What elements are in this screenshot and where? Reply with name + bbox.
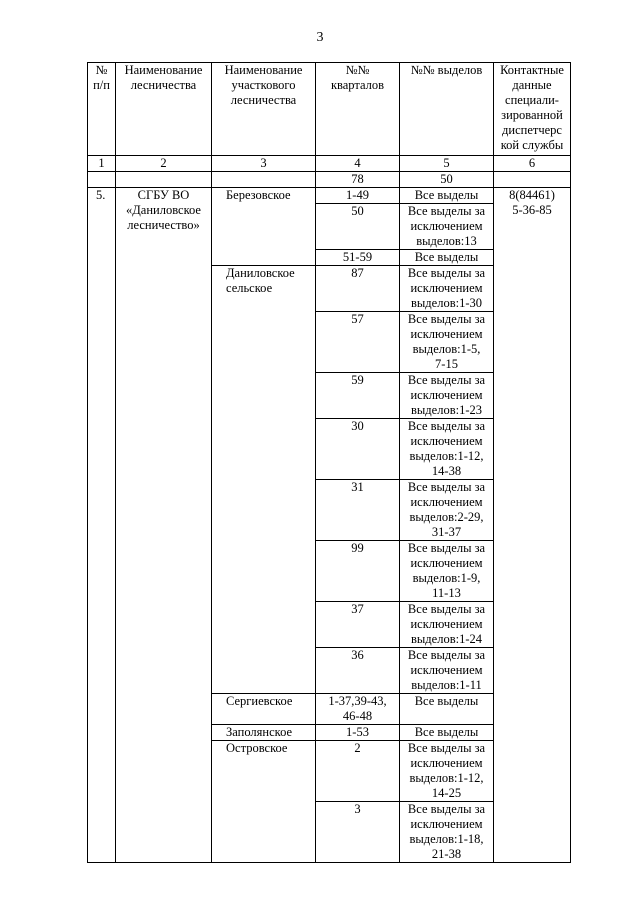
plots-cell: 50 (400, 172, 494, 188)
header-district: Наименование участкового лесничества (212, 63, 316, 156)
quarter-cell: 1-37,39-43, 46-48 (316, 694, 400, 725)
forestry-name: СГБУ ВО «Даниловское лесничество» (116, 188, 212, 863)
plots-cell: Все выделы за исключением выделов:1-5, 7-15 (400, 312, 494, 373)
plots-cell: Все выделы за исключением выделов:2-29, 31-37 (400, 480, 494, 541)
district-name: Заполянское (212, 725, 316, 741)
header-row (88, 63, 571, 156)
contacts-cell: 8(84461) 5-36-85 (494, 188, 571, 863)
column-numbers-row (88, 156, 571, 172)
quarter-cell: 1-53 (316, 725, 400, 741)
column-number: 6 (494, 156, 571, 172)
plots-cell: Все выделы (400, 725, 494, 741)
column-number: 2 (116, 156, 212, 172)
plots-cell: Все выделы за исключением выделов:1-12, 14-25 (400, 741, 494, 802)
quarter-cell: 87 (316, 266, 400, 312)
plots-cell: Все выделы за исключением выделов:1-18, 21-38 (400, 802, 494, 863)
quarter-cell: 30 (316, 419, 400, 480)
table-row (88, 188, 571, 204)
plots-cell: Все выделы за исключением выделов:1-12, 14-38 (400, 419, 494, 480)
continuation-row (88, 172, 571, 188)
column-number: 1 (88, 156, 116, 172)
header-forestry: Наименование лесничества (116, 63, 212, 156)
quarter-cell: 36 (316, 648, 400, 694)
plots-cell: Все выделы (400, 694, 494, 725)
plots-cell: Все выделы за исключением выделов:1-24 (400, 602, 494, 648)
district-name: Березовское (212, 188, 316, 266)
plots-cell: Все выделы (400, 250, 494, 266)
header-plots: №№ выделов (400, 63, 494, 156)
column-number: 5 (400, 156, 494, 172)
quarter-cell: 50 (316, 204, 400, 250)
district-name: Даниловское сельское (212, 266, 316, 694)
quarter-cell: 59 (316, 373, 400, 419)
header-quarters: №№ кварталов (316, 63, 400, 156)
plots-cell: Все выделы за исключением выделов:1-30 (400, 266, 494, 312)
plots-cell: Все выделы за исключением выделов:1-9, 11-13 (400, 541, 494, 602)
quarter-cell: 51-59 (316, 250, 400, 266)
quarter-cell: 57 (316, 312, 400, 373)
district-name: Сергиевское (212, 694, 316, 725)
quarter-cell: 99 (316, 541, 400, 602)
empty-cell (494, 172, 571, 188)
quarter-cell: 78 (316, 172, 400, 188)
quarter-cell: 37 (316, 602, 400, 648)
page-number: 3 (316, 30, 324, 45)
quarter-cell: 3 (316, 802, 400, 863)
column-number: 4 (316, 156, 400, 172)
empty-cell (212, 172, 316, 188)
forestry-table (87, 62, 571, 863)
plots-cell: Все выделы (400, 188, 494, 204)
entry-number: 5. (88, 188, 116, 863)
header-num: № п/п (88, 63, 116, 156)
empty-cell (116, 172, 212, 188)
header-contacts: Контактные данные специали- зированной диспетчерс кой службы (494, 63, 571, 156)
column-number: 3 (212, 156, 316, 172)
quarter-cell: 2 (316, 741, 400, 802)
district-name: Островское (212, 741, 316, 863)
plots-cell: Все выделы за исключением выделов:1-11 (400, 648, 494, 694)
quarter-cell: 31 (316, 480, 400, 541)
empty-cell (88, 172, 116, 188)
plots-cell: Все выделы за исключением выделов:1-23 (400, 373, 494, 419)
plots-cell: Все выделы за исключением выделов:13 (400, 204, 494, 250)
quarter-cell: 1-49 (316, 188, 400, 204)
